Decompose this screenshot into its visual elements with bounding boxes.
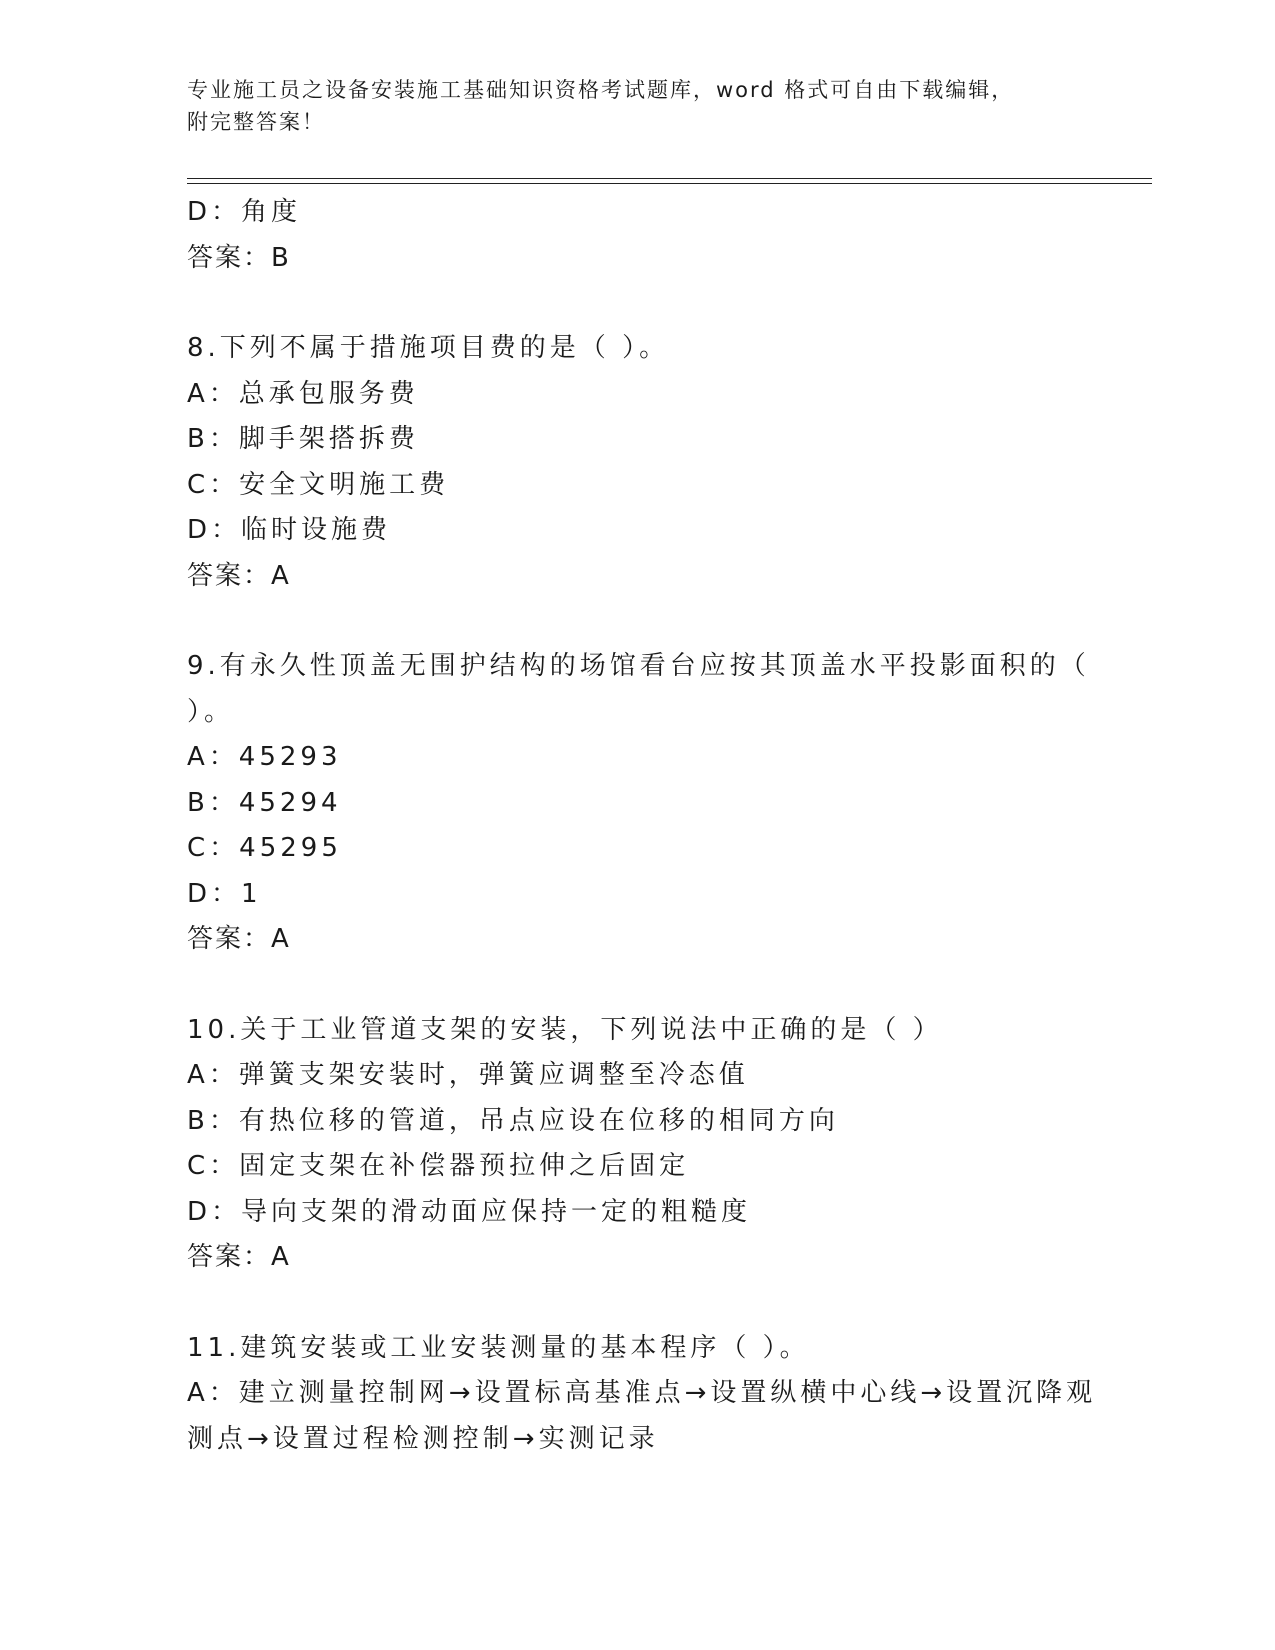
answer: 答案：A [187, 560, 291, 591]
header-divider-bottom [187, 183, 1152, 184]
document-body [187, 190, 1097, 1462]
spacer [187, 599, 1087, 644]
question-stem: 11.建筑安装或工业安装测量的基本程序（ ）。 [187, 1332, 810, 1363]
answer: 答案：A [187, 924, 291, 954]
spacer [187, 963, 1087, 1008]
header-line-1: 专业施工员之设备安装施工基础知识资格考试题库，word 格式可自由下载编辑， [187, 78, 1015, 102]
option-b: B：有热位移的管道，吊点应设在位移的相同方向 [187, 1105, 839, 1136]
question-stem: 8.下列不属于措施项目费的是（ ）。 [187, 333, 670, 363]
option-a-line-2: 测点→设置过程检测控制→实测记录 [187, 1423, 659, 1454]
question-stem-line-1: 9.有永久性顶盖无围护结构的场馆看台应按其顶盖水平投影面积的（ [187, 651, 1090, 681]
option-a: A：总承包服务费 [187, 378, 419, 409]
question-stem-line-2: ）。 [187, 696, 235, 727]
option-d: D：角度 [187, 197, 302, 227]
answer: 答案：A [187, 1242, 291, 1272]
document-header [187, 74, 1067, 138]
option-a: A：45293 [187, 742, 342, 772]
option-c: C：45295 [187, 833, 342, 863]
question-stem: 10.关于工业管道支架的安装，下列说法中正确的是（ ） [187, 1014, 943, 1045]
option-a-line-1: A：建立测量控制网→设置标高基准点→设置纵横中心线→设置沉降观 [187, 1378, 1097, 1408]
header-divider-top [187, 178, 1152, 179]
option-d: D：1 [187, 878, 262, 909]
answer: 答案：B [187, 242, 291, 273]
option-b: B：45294 [187, 787, 342, 818]
header-line-2: 附完整答案！ [187, 110, 325, 134]
spacer [187, 1281, 1087, 1326]
spacer [187, 281, 1087, 326]
option-d: D：导向支架的滑动面应保持一定的粗糙度 [187, 1196, 752, 1227]
option-a: A：弹簧支架安装时，弹簧应调整至冷态值 [187, 1060, 749, 1090]
option-b: B：脚手架搭拆费 [187, 424, 419, 454]
option-d: D：临时设施费 [187, 515, 392, 545]
option-c: C：固定支架在补偿器预拉伸之后固定 [187, 1151, 690, 1181]
option-c: C：安全文明施工费 [187, 469, 450, 500]
